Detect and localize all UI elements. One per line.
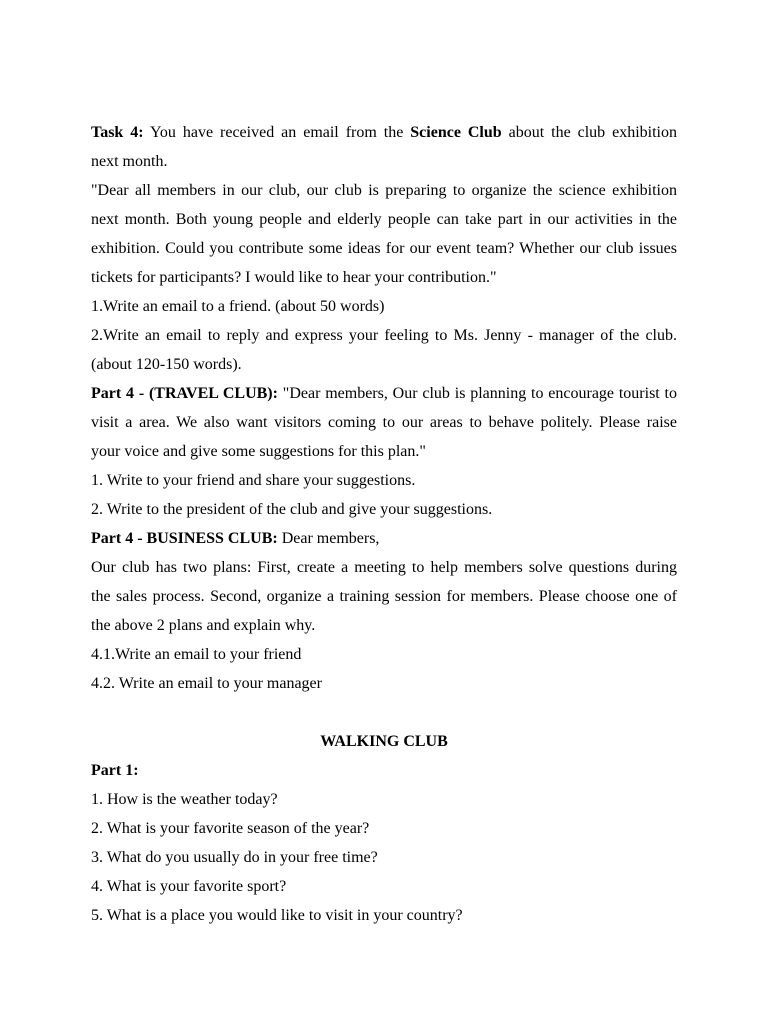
task4-quote-line-1: "Dear all members in our club, our club is preparing to organize the science exhibition [91, 182, 677, 199]
business-club-item-2: 4.2. Write an email to your manager [91, 675, 322, 692]
walking-club-part [91, 756, 677, 785]
walking-club-title: WALKING CLUB [320, 733, 448, 750]
walking-club-heading [91, 727, 677, 756]
travel-club-text-1: "Dear members, Our club is planning to encourage tourist to [277, 385, 678, 402]
task4-intro-line-2: next month. [91, 153, 168, 170]
travel-club-line-1 [91, 379, 677, 408]
business-club-item-1: 4.1.Write an email to your friend [91, 646, 302, 663]
section-spacer [91, 698, 677, 727]
travel-club-line-2: visit a area. We also want visitors coming to our areas to behave politely. Please raise [91, 414, 677, 431]
task4-quote-line-2: next month. Both young people and elderly people can take part in our activities in the [91, 211, 677, 228]
task4-quote-line-4: tickets for participants? I would like to hear your contribution." [91, 269, 497, 286]
walking-question-1: 1. How is the weather today? [91, 791, 278, 808]
task4-item-2-line-1: 2.Write an email to reply and express your feeling to Ms. Jenny - manager of the club. [91, 327, 677, 344]
business-club-line-2: Our club has two plans: First, create a meeting to help members solve questions during [91, 559, 677, 576]
travel-club-label: Part 4 - (TRAVEL CLUB): [91, 385, 278, 402]
walking-question-4: 4. What is your favorite sport? [91, 878, 287, 895]
travel-club-item-2: 2. Write to the president of the club and give your suggestions. [91, 501, 493, 518]
walking-question-5: 5. What is a place you would like to visit in your country? [91, 907, 463, 924]
walking-club-part-label: Part 1: [91, 762, 139, 779]
business-club-text-1: Dear members, [277, 530, 380, 547]
business-club-line-3: the sales process. Second, organize a training session for members. Please choose one of [91, 588, 677, 605]
science-club-name: Science Club [410, 124, 502, 141]
business-club-label: Part 4 - BUSINESS CLUB: [91, 530, 278, 547]
task4-intro-text-2: about the club exhibition [501, 124, 678, 141]
task4-label: Task 4: [91, 124, 144, 141]
business-club-line-4: the above 2 plans and explain why. [91, 617, 316, 634]
walking-question-2: 2. What is your favorite season of the year? [91, 820, 370, 837]
travel-club-item-1: 1. Write to your friend and share your suggestions. [91, 472, 416, 489]
task4-item-2-line-2: (about 120-150 words). [91, 356, 242, 373]
walking-question-3: 3. What do you usually do in your free time? [91, 849, 378, 866]
task4-intro-line-1 [91, 118, 677, 147]
business-club-line-1 [91, 524, 677, 553]
task4-item-1: 1.Write an email to a friend. (about 50 words) [91, 298, 385, 315]
travel-club-line-3: your voice and give some suggestions for this plan." [91, 443, 426, 460]
task4-quote-line-3: exhibition. Could you contribute some ideas for our event team? Whether our club issues [91, 240, 677, 257]
task4-intro-text-1: You have received an email from the [143, 124, 411, 141]
document-page [91, 118, 677, 930]
